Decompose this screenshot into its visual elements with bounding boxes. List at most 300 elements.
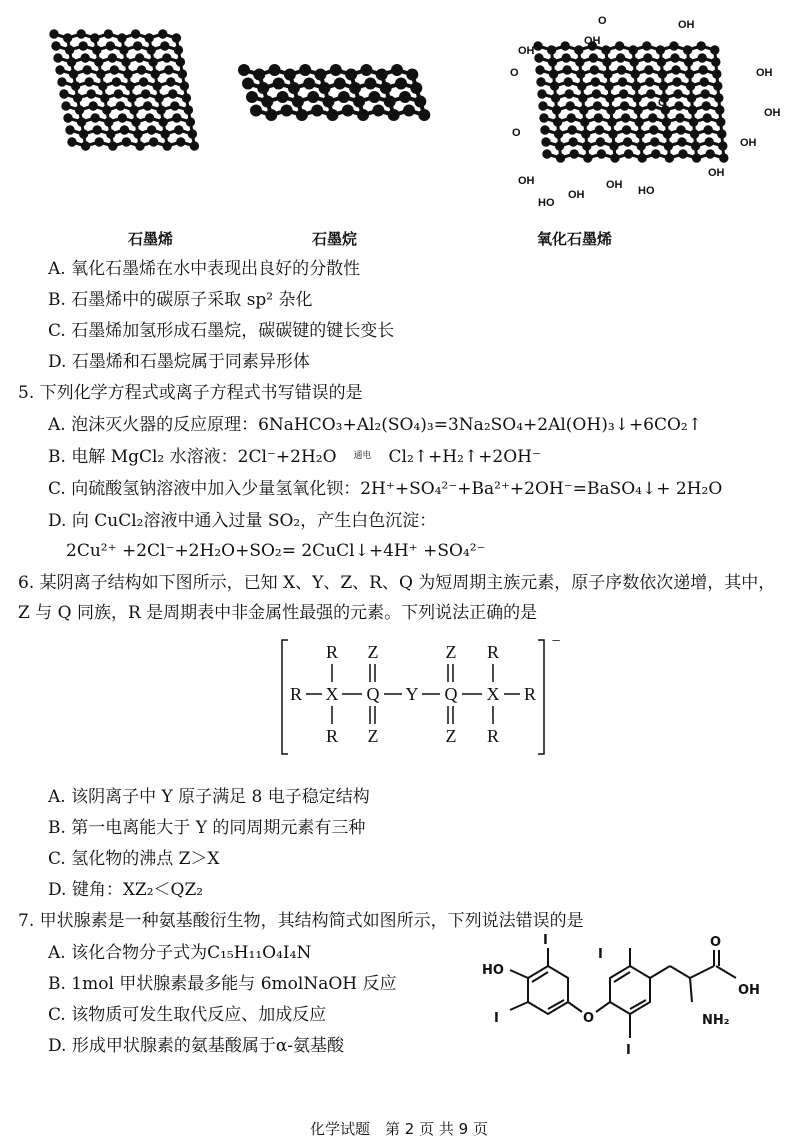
go-label: OH <box>764 107 781 119</box>
q5-option-b <box>48 446 541 468</box>
lattice-atom <box>721 155 727 161</box>
lattice-atom <box>117 103 123 109</box>
lattice-atom <box>160 31 166 37</box>
caption-graphane: 石墨烷 <box>312 230 358 248</box>
lattice-atom <box>401 93 409 101</box>
lattice-atom <box>61 91 67 97</box>
lattice-atom <box>92 35 98 41</box>
lattice-atom <box>321 84 329 92</box>
lattice-atom <box>539 91 545 97</box>
lattice-atom <box>142 91 148 97</box>
lattice-atom <box>309 93 317 101</box>
lattice-atom <box>55 55 61 61</box>
lattice-atom <box>593 91 599 97</box>
atom-y: Y <box>405 684 419 704</box>
caption-graphene-oxide: 氧化石墨烯 <box>537 230 613 248</box>
q6-option-a: A. 该阴离子中 Y 原子满足 8 电子稳定结构 <box>48 787 370 807</box>
lattice-atom <box>714 71 720 77</box>
lattice-atom <box>336 80 344 88</box>
lattice-atom <box>702 91 708 97</box>
lattice-atom <box>660 83 666 89</box>
go-label: O <box>512 127 521 139</box>
atom-r: R <box>523 684 537 704</box>
q7-stem: 7. 甲状腺素是一种氨基酸衍生物，其结构简式如图所示，下列说法错误的是 <box>18 911 584 931</box>
iodine-label: I <box>598 947 603 962</box>
lattice-atom <box>704 115 710 121</box>
lattice-atom <box>344 107 352 115</box>
oh-label: OH <box>738 983 760 998</box>
lattice-atom <box>555 131 561 137</box>
lattice-atom <box>271 66 279 74</box>
lattice-atom <box>86 79 92 85</box>
lattice-atom <box>549 59 555 65</box>
lattice-atom <box>386 98 394 106</box>
go-label: OH <box>518 45 535 57</box>
lattice-atom <box>699 55 705 61</box>
lattice-atom <box>279 93 287 101</box>
lattice-atom <box>675 91 681 97</box>
go-label: OH <box>568 189 585 201</box>
lattice-atom <box>340 93 348 101</box>
lattice-atom <box>663 119 669 125</box>
lattice-atom <box>109 55 115 61</box>
graphene-lattice <box>51 31 198 149</box>
lattice-atom <box>619 79 625 85</box>
lattice-atom <box>633 83 639 89</box>
lattice-atom <box>176 127 182 133</box>
lattice-atom <box>286 71 294 79</box>
lattice-atom <box>374 107 382 115</box>
lattice-atom <box>144 103 150 109</box>
lattice-atom <box>693 155 699 161</box>
lattice-atom <box>255 71 263 79</box>
lattice-atom <box>132 31 138 37</box>
lattice-atom <box>705 127 711 133</box>
lattice-atom <box>275 80 283 88</box>
lattice-atom <box>359 111 367 119</box>
lattice-atom <box>72 83 78 89</box>
lattice-atom <box>366 80 374 88</box>
lattice-atom <box>569 127 575 133</box>
iodine-label: I <box>626 1043 631 1058</box>
q4-option-a: A. 氧化石墨烯在水中表现出良好的分散性 <box>48 259 361 279</box>
lattice-atom <box>240 66 248 74</box>
lattice-atom <box>150 59 156 65</box>
lattice-atom <box>173 35 179 41</box>
lattice-atom <box>720 143 726 149</box>
graphene-figure <box>40 20 200 190</box>
lattice-atom <box>178 139 184 145</box>
lattice-atom <box>653 151 659 157</box>
lattice-atom <box>393 66 401 74</box>
lattice-atom <box>78 31 84 37</box>
lattice-atom <box>66 47 72 53</box>
lattice-atom <box>166 67 172 73</box>
ho-label: HO <box>482 963 504 978</box>
anion-structure <box>278 632 578 762</box>
lattice-atom <box>673 67 679 73</box>
q6-option-b: B. 第一电离能大于 Y 的同周期元素有三种 <box>48 818 366 838</box>
lattice-atom <box>67 127 73 133</box>
lattice-atom <box>111 67 117 73</box>
lattice-atom <box>119 35 125 41</box>
lattice-atom <box>332 66 340 74</box>
lattice-atom <box>638 143 644 149</box>
graphane-figure <box>228 40 458 150</box>
lattice-atom <box>175 47 181 53</box>
lattice-atom <box>581 107 587 113</box>
lattice-atom <box>634 95 640 101</box>
lattice-atom <box>674 79 680 85</box>
lattice-atom <box>138 67 144 73</box>
lattice-atom <box>563 55 569 61</box>
lattice-atom <box>571 151 577 157</box>
lattice-atom <box>597 139 603 145</box>
atom-z: Z <box>445 726 457 746</box>
lattice-atom <box>290 84 298 92</box>
lattice-atom <box>177 59 183 65</box>
go-label: O <box>510 67 519 79</box>
lattice-atom <box>584 143 590 149</box>
lattice-atom <box>630 47 636 53</box>
lattice-atom <box>690 119 696 125</box>
lattice-atom <box>158 107 164 113</box>
lattice-atom <box>408 71 416 79</box>
lattice-atom <box>550 71 556 77</box>
lattice-atom <box>51 31 57 37</box>
lattice-atom <box>608 107 614 113</box>
go-label: OH <box>518 175 535 187</box>
lattice-atom <box>701 79 707 85</box>
lattice-atom <box>104 107 110 113</box>
lattice-atom <box>317 71 325 79</box>
lattice-atom <box>612 155 618 161</box>
lattice-atom <box>63 103 69 109</box>
q7-option-b: B. 1mol 甲状腺素最多能与 6molNaOH 反应 <box>48 974 397 994</box>
lattice-atom <box>123 139 129 145</box>
lattice-atom <box>84 67 90 73</box>
lattice-atom <box>129 95 135 101</box>
lattice-atom <box>706 139 712 145</box>
lattice-atom <box>551 83 557 89</box>
lattice-atom <box>647 79 653 85</box>
go-label: OH <box>606 179 623 191</box>
lattice-atom <box>248 93 256 101</box>
go-label: OH <box>740 137 757 149</box>
lattice-atom <box>639 155 645 161</box>
lattice-atom <box>625 151 631 157</box>
lattice-atom <box>136 55 142 61</box>
lattice-atom <box>76 107 82 113</box>
lattice-atom <box>552 95 558 101</box>
lattice-atom <box>679 139 685 145</box>
lattice-atom <box>88 91 94 97</box>
lattice-atom <box>370 93 378 101</box>
anion-charge: − <box>551 633 561 650</box>
lattice-atom <box>69 139 75 145</box>
lattice-atom <box>577 59 583 65</box>
lattice-atom <box>135 131 141 137</box>
lattice-atom <box>68 59 74 65</box>
lattice-atom <box>82 143 88 149</box>
q7-option-d: D. 形成甲状腺素的氨基酸属于α-氨基酸 <box>48 1036 345 1056</box>
go-label: OH <box>708 167 725 179</box>
lattice-atom <box>96 59 102 65</box>
lattice-atom <box>604 59 610 65</box>
lattice-atom <box>616 43 622 49</box>
lattice-atom <box>578 71 584 77</box>
lattice-atom <box>716 95 722 101</box>
lattice-atom <box>592 79 598 85</box>
lattice-atom <box>605 71 611 77</box>
q4-option-c: C. 石墨烯加氢形成石墨烷，碳碳键的键长变长 <box>48 321 395 341</box>
lattice-atom <box>618 67 624 73</box>
lattice-atom <box>621 103 627 109</box>
lattice-atom <box>325 98 333 106</box>
lattice-atom <box>536 55 542 61</box>
lattice-atom <box>698 43 704 49</box>
lattice-atom <box>596 127 602 133</box>
lattice-atom <box>665 143 671 149</box>
lattice-atom <box>576 47 582 53</box>
iodine-label: I <box>543 933 548 948</box>
lattice-atom <box>298 111 306 119</box>
lattice-atom <box>677 115 683 121</box>
lattice-atom <box>125 71 131 77</box>
lattice-atom <box>565 79 571 85</box>
lattice-atom <box>707 151 713 157</box>
lattice-atom <box>378 71 386 79</box>
lattice-atom <box>191 143 197 149</box>
lattice-atom <box>146 115 152 121</box>
lattice-atom <box>294 98 302 106</box>
lattice-atom <box>420 111 428 119</box>
graphane-lattice <box>240 66 428 119</box>
lattice-atom <box>98 71 104 77</box>
atom-r: R <box>486 642 500 662</box>
lattice-atom <box>94 127 100 133</box>
lattice-atom <box>100 83 106 89</box>
lattice-atom <box>676 103 682 109</box>
lattice-atom <box>557 155 563 161</box>
lattice-atom <box>57 67 63 73</box>
lattice-atom <box>691 131 697 137</box>
atom-r: R <box>325 642 339 662</box>
lattice-atom <box>162 43 168 49</box>
lattice-atom <box>617 55 623 61</box>
lattice-atom <box>646 67 652 73</box>
lattice-atom <box>658 59 664 65</box>
lattice-atom <box>566 91 572 97</box>
go-label: OH <box>756 67 773 79</box>
lattice-atom <box>623 127 629 133</box>
lattice-atom <box>150 139 156 145</box>
lattice-atom <box>64 35 70 41</box>
lattice-atom <box>347 71 355 79</box>
lattice-atom <box>148 47 154 53</box>
lattice-atom <box>181 83 187 89</box>
lattice-atom <box>548 47 554 53</box>
lattice-atom <box>636 119 642 125</box>
iodine-label: I <box>494 1011 499 1026</box>
lattice-atom <box>179 71 185 77</box>
nh2-label: NH₂ <box>702 1013 730 1028</box>
lattice-atom <box>185 107 191 113</box>
lattice-atom <box>156 95 162 101</box>
lattice-atom <box>96 139 102 145</box>
lattice-atom <box>719 131 725 137</box>
lattice-atom <box>637 131 643 137</box>
lattice-atom <box>78 119 84 125</box>
lattice-atom <box>712 47 718 53</box>
lattice-atom <box>113 79 119 85</box>
caption-graphene: 石墨烯 <box>128 230 174 248</box>
lattice-atom <box>715 83 721 89</box>
lattice-atom <box>556 143 562 149</box>
atom-z: Z <box>367 726 379 746</box>
lattice-atom <box>700 67 706 73</box>
lattice-atom <box>329 111 337 119</box>
lattice-atom <box>252 107 260 115</box>
lattice-atom <box>583 131 589 137</box>
lattice-atom <box>644 43 650 49</box>
lattice-atom <box>148 127 154 133</box>
lattice-atom <box>652 139 658 145</box>
lattice-atom <box>651 127 657 133</box>
lattice-atom <box>672 55 678 61</box>
lattice-atom <box>382 84 390 92</box>
lattice-atom <box>305 80 313 88</box>
lattice-atom <box>703 103 709 109</box>
lattice-atom <box>542 127 548 133</box>
q7-option-a: A. 该化合物分子式为C₁₅H₁₁O₄I₄N <box>48 943 312 963</box>
lattice-atom <box>187 119 193 125</box>
lattice-atom <box>620 91 626 97</box>
lattice-atom <box>351 84 359 92</box>
lattice-atom <box>685 59 691 65</box>
lattice-atom <box>689 107 695 113</box>
q5-option-a: A. 泡沫灭火器的反应原理：6NaHCO₃+Al₂(SO₄)₃=3Na₂SO₄+2Al(OH)₃↓+6CO₂↑ <box>48 415 702 435</box>
lattice-atom <box>537 67 543 73</box>
lattice-atom <box>540 103 546 109</box>
go-label: O <box>658 97 667 109</box>
lattice-atom <box>162 131 168 137</box>
lattice-atom <box>244 80 252 88</box>
lattice-atom <box>110 143 116 149</box>
lattice-atom <box>648 91 654 97</box>
lattice-atom <box>152 71 158 77</box>
lattice-atom <box>259 84 267 92</box>
lattice-atom <box>174 115 180 121</box>
lattice-atom <box>606 83 612 89</box>
lattice-atom <box>390 111 398 119</box>
lattice-atom <box>543 139 549 145</box>
lattice-atom <box>92 115 98 121</box>
lattice-atom <box>582 119 588 125</box>
lattice-atom <box>580 95 586 101</box>
lattice-atom <box>664 131 670 137</box>
q5-option-d-equation: 2Cu²⁺ +2Cl⁻+2H₂O+SO₂= 2CuCl↓+4H⁺ +SO₄²⁻ <box>66 541 486 561</box>
lattice-atom <box>154 83 160 89</box>
lattice-atom <box>405 107 413 115</box>
lattice-atom <box>645 55 651 61</box>
lattice-atom <box>59 79 65 85</box>
lattice-atom <box>678 127 684 133</box>
go-label: O <box>598 15 607 27</box>
atom-x: X <box>325 684 339 704</box>
lattice-atom <box>609 119 615 125</box>
lattice-atom <box>535 43 541 49</box>
lattice-atom <box>610 131 616 137</box>
lattice-atom <box>121 47 127 53</box>
lattice-atom <box>160 119 166 125</box>
atom-q: Q <box>444 684 458 704</box>
lattice-atom <box>127 83 133 89</box>
lattice-atom <box>567 103 573 109</box>
lattice-atom <box>607 95 613 101</box>
lattice-atom <box>115 91 121 97</box>
lattice-atom <box>168 79 174 85</box>
lattice-atom <box>397 80 405 88</box>
lattice-atom <box>80 131 86 137</box>
lattice-atom <box>121 127 127 133</box>
lattice-atom <box>657 47 663 53</box>
lattice-atom <box>649 103 655 109</box>
lattice-atom <box>74 95 80 101</box>
lattice-atom <box>107 43 113 49</box>
lattice-atom <box>94 47 100 53</box>
lattice-atom <box>137 143 143 149</box>
lattice-atom <box>603 47 609 53</box>
lattice-atom <box>355 98 363 106</box>
q6-option-c: C. 氢化物的沸点 Z＞X <box>48 849 220 869</box>
lattice-atom <box>189 131 195 137</box>
q6-stem: 6. 某阴离子结构如下图所示，已知 X、Y、Z、R、Q 为短周期主族元素，原子序数依次递增，其中，Z 与 Q 同族，R 是周期表中非金属性最强的元素。下列说法正确的是 <box>18 573 776 623</box>
carbonyl-oxygen-label: O <box>710 935 722 950</box>
q6-option-d: D. 键角：XZ₂＜QZ₂ <box>48 880 204 900</box>
lattice-atom <box>538 79 544 85</box>
lattice-atom <box>570 139 576 145</box>
lattice-atom <box>692 143 698 149</box>
atom-r: R <box>289 684 303 704</box>
lattice-atom <box>579 83 585 89</box>
lattice-atom <box>553 107 559 113</box>
lattice-atom <box>80 43 86 49</box>
lattice-atom <box>684 47 690 53</box>
lattice-atom <box>713 59 719 65</box>
lattice-atom <box>611 143 617 149</box>
graphene-oxide-figure <box>498 6 788 216</box>
lattice-atom <box>140 79 146 85</box>
lattice-atom <box>568 115 574 121</box>
lattice-atom <box>564 67 570 73</box>
q4-option-b: B. 石墨烯中的碳原子采取 sp² 杂化 <box>48 290 313 310</box>
lattice-atom <box>680 151 686 157</box>
lattice-atom <box>585 155 591 161</box>
q5-stem: 5. 下列化学方程式或离子方程式书写错误的是 <box>18 383 363 403</box>
q5-option-d: D. 向 CuCl₂溶液中通入过量 SO₂，产生白色沉淀： <box>48 511 437 531</box>
go-label: HO <box>538 197 555 209</box>
lattice-atom <box>650 115 656 121</box>
lattice-atom <box>108 131 114 137</box>
atom-q: Q <box>366 684 380 704</box>
atom-x: X <box>486 684 500 704</box>
lattice-atom <box>595 115 601 121</box>
lattice-atom <box>717 107 723 113</box>
lattice-atom <box>544 151 550 157</box>
lattice-atom <box>671 43 677 49</box>
electrolysis-label: 通电 <box>353 450 372 461</box>
